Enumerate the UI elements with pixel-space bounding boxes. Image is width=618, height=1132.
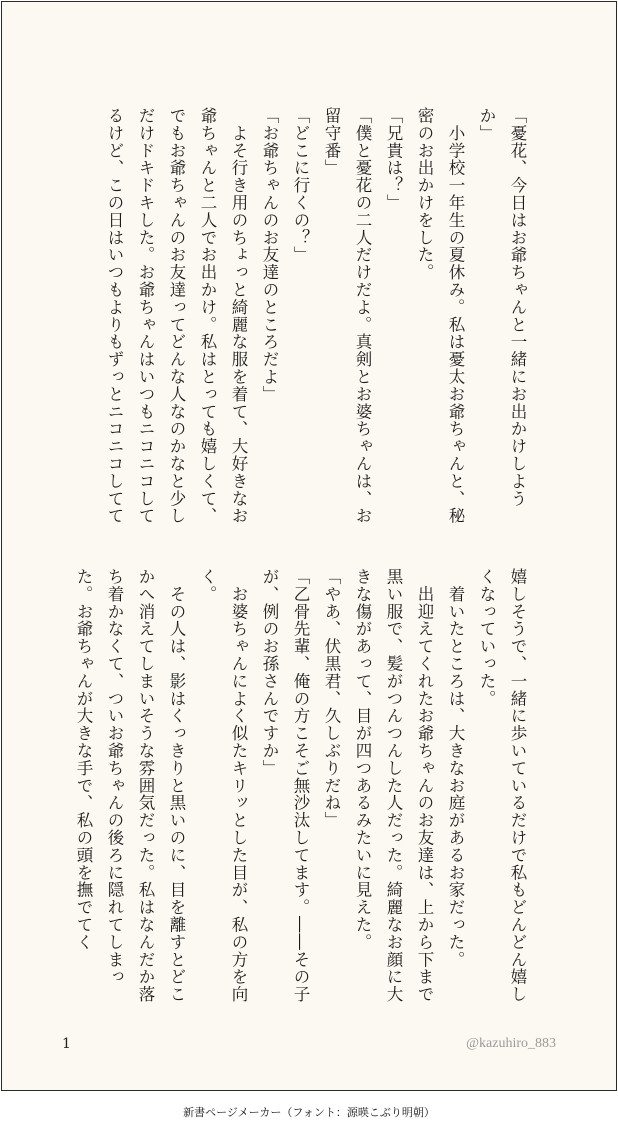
- footer-credit: 新書ページメーカー（フォント：源暎こぶり明朝）: [183, 1106, 435, 1119]
- author-handle: @kazuhiro_883: [466, 1036, 556, 1051]
- page-number: 1: [62, 1036, 71, 1052]
- paragraph: 嬉しそうで、一緒に歩いているだけで私もどんどん嬉しくなっていった。: [477, 568, 527, 1003]
- paragraph: 「どこに行くの？」: [291, 107, 310, 264]
- paragraph: 「お爺ちゃんのお友達のところだよ」: [260, 107, 279, 403]
- paragraph: 「憂花、今日はお爺ちゃんと一緒にお出かけしようか」: [477, 107, 527, 508]
- paragraph: その人は、影はくっきりと黒いのに、目を離すとどこかへ消えてしまいそうな雰囲気だった。私はなんだか落ち着かなくて、ついお爺ちゃんの後ろに隠れてしまった。お爺ちゃんが大きな手で、私の頭を撫でてく: [74, 568, 186, 1003]
- text-block-bottom: [68, 568, 533, 1008]
- paragraph: 出迎えてくれたお爺ちゃんのお友達は、上から下まで黒い服で、髪がつんつんした人だった。綺麗なお顔に大きな傷があって、目が四つあるみたいに見えた。: [353, 568, 434, 1003]
- paragraph: 「僕と憂花の二人だけだよ。真剣とお婆ちゃんは、お留守番」: [322, 107, 372, 525]
- paragraph: お婆ちゃんによく似たキリッとした目が、私の方を向く。: [198, 568, 248, 1003]
- text-block-top: [99, 107, 533, 527]
- paragraph: 着いたところは、大きなお庭があるお家だった。: [446, 568, 465, 969]
- paragraph: 「やあ、伏黒君、久しぶりだね」: [322, 568, 341, 829]
- paragraph: 小学校一年生の夏休み。私は憂太お爺ちゃんと、秘密のお出かけをした。: [415, 107, 465, 525]
- book-page: [1, 1, 617, 1091]
- paragraph: 「兄貴は？」: [384, 107, 403, 212]
- paragraph: よそ行き用のちょっと綺麗な服を着て、大好きなお爺ちゃんと二人でお出かけ。私はとっても嬉しくて、でもお爺ちゃんのお友達ってどんな人なのかなと少しだけドキドキした。お爺ちゃんはいつもニコニコしてるけど、この日はいつもよりもずっとニコニコしてて: [105, 107, 248, 525]
- paragraph: 「乙骨先輩、俺の方こそご無沙汰してます。――その子が、例のお孫さんですか」: [260, 568, 310, 1003]
